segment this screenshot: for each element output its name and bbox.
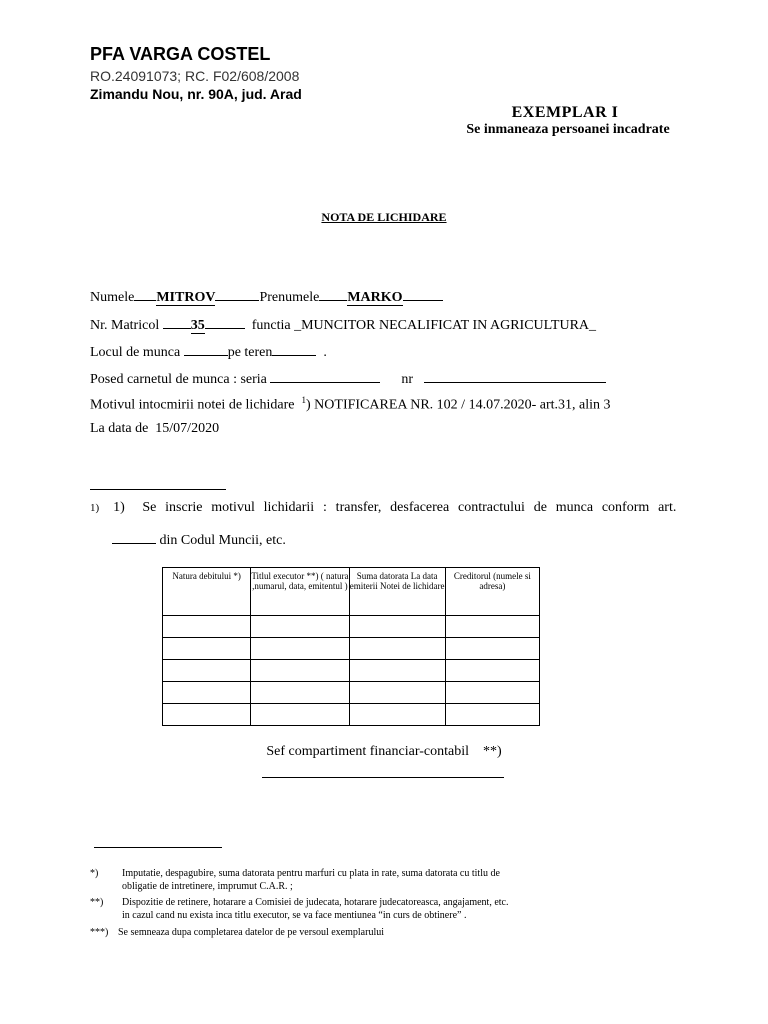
footnote-text-a: Se inscrie motivul lichidarii : transfer, desfacerea contractului de munca conform art. bbox=[142, 500, 677, 515]
nr-label: nr bbox=[401, 372, 414, 387]
table-cell bbox=[251, 638, 349, 660]
footnote-number: 1) bbox=[113, 500, 125, 515]
exemplar-label: EXEMPLAR I bbox=[511, 104, 619, 121]
locul-label: Locul de munca bbox=[90, 345, 181, 360]
table-cell bbox=[445, 638, 539, 660]
footnote-2-line1: Dispozitie de retinere, hotarare a Comisiei de judecata, hotarare judecatoreasca, angajament, etc. bbox=[122, 897, 509, 908]
table-cell bbox=[163, 704, 251, 726]
table-cell bbox=[445, 682, 539, 704]
motiv-label: Motivul intocmirii notei de lichidare bbox=[90, 397, 295, 413]
table-cell bbox=[349, 616, 445, 638]
footnote-1 bbox=[90, 867, 500, 893]
table-cell bbox=[445, 704, 539, 726]
table-cell bbox=[349, 682, 445, 704]
footnote-marker: 1) bbox=[90, 502, 100, 514]
table-cell bbox=[349, 704, 445, 726]
table-cell bbox=[251, 704, 349, 726]
col-creditor: Creditorul (numele si adresa) bbox=[445, 568, 539, 616]
table-row bbox=[163, 616, 540, 638]
footnote-main bbox=[90, 500, 676, 516]
footnote-separator bbox=[90, 489, 226, 490]
footnote-1-line1: Imputatie, despagubire, suma datorata pentru marfuri cu plata in rate, suma datorata cu titlu de bbox=[122, 868, 500, 879]
signature-line bbox=[262, 777, 504, 778]
col-titlul: Titlul executor **) ( natura ,numarul, data, emitentul ) bbox=[251, 568, 349, 616]
data-line bbox=[90, 421, 219, 437]
table-cell bbox=[251, 616, 349, 638]
table-cell bbox=[163, 660, 251, 682]
footnote-2 bbox=[90, 896, 508, 922]
table-cell bbox=[163, 638, 251, 660]
col-suma: Suma datorata La data emiterii Notei de lichidare bbox=[349, 568, 445, 616]
table-cell bbox=[163, 682, 251, 704]
company-registration: RO.24091073; RC. F02/608/2008 bbox=[90, 68, 300, 84]
table-row bbox=[163, 660, 540, 682]
data-label: La data de bbox=[90, 421, 149, 436]
nume-label: Numele bbox=[90, 290, 135, 305]
signature-mark: **) bbox=[482, 744, 502, 759]
footnote-text-b: din Codul Muncii, etc. bbox=[159, 533, 286, 548]
name-line bbox=[90, 286, 443, 306]
table-row bbox=[163, 682, 540, 704]
footnote-2-mark: **) bbox=[90, 897, 104, 908]
footnote-main-line2 bbox=[112, 529, 286, 549]
footnote-2-line2: in cazul cand nu exista inca titlu executor, se va face mentiunea “in curs de obtinere” . bbox=[122, 910, 467, 921]
table-cell bbox=[163, 616, 251, 638]
pe-teren-label: pe teren bbox=[227, 345, 273, 360]
table-cell bbox=[445, 660, 539, 682]
matricol-label: Nr. Matricol bbox=[90, 318, 160, 333]
carnet-line bbox=[90, 368, 606, 388]
matricol-value: 35 bbox=[190, 318, 205, 333]
motiv-line bbox=[90, 395, 611, 414]
motiv-value: ) NOTIFICAREA NR. 102 / 14.07.2020- art.31, alin 3 bbox=[306, 397, 611, 413]
document-title: NOTA DE LICHIDARE bbox=[321, 210, 447, 224]
matricol-line bbox=[90, 314, 596, 334]
carnet-label: Posed carnetul de munca : seria bbox=[90, 372, 267, 387]
signature-block bbox=[0, 744, 768, 760]
data-value: 15/07/2020 bbox=[155, 421, 220, 436]
nume-value: MITROV bbox=[156, 290, 216, 305]
table-cell bbox=[349, 638, 445, 660]
footnote-3 bbox=[90, 926, 384, 939]
table-row bbox=[163, 638, 540, 660]
table-cell bbox=[251, 682, 349, 704]
debt-table bbox=[162, 567, 540, 726]
col-natura: Natura debitului *) bbox=[163, 568, 251, 616]
footnote-1-line2: obligatie de intretinere, imprumut C.A.R. ; bbox=[122, 881, 293, 892]
exemplar-note: Se inmaneaza persoanei incadrate bbox=[466, 122, 670, 137]
period: . bbox=[323, 345, 327, 360]
functia-label: functia _MUNCITOR NECALIFICAT IN AGRICULTURA_ bbox=[251, 318, 597, 333]
footnote-1-mark: *) bbox=[90, 868, 99, 879]
prenume-label: Prenumele bbox=[259, 290, 320, 305]
table-cell bbox=[251, 660, 349, 682]
prenume-value: MARKO bbox=[347, 290, 403, 305]
table-row bbox=[163, 704, 540, 726]
locul-line bbox=[90, 341, 327, 361]
company-name: PFA VARGA COSTEL bbox=[90, 44, 271, 64]
footnote-3-line1: Se semneaza dupa completarea datelor de pe versoul exemplarului bbox=[118, 927, 384, 938]
footnotes-separator bbox=[94, 847, 222, 848]
footnote-3-mark: ***) bbox=[90, 927, 109, 938]
motiv-footnote-ref: 1 bbox=[301, 395, 307, 405]
table-cell bbox=[445, 616, 539, 638]
table-cell bbox=[349, 660, 445, 682]
company-address: Zimandu Nou, nr. 90A, jud. Arad bbox=[90, 86, 302, 102]
signature-label: Sef compartiment financiar-contabil bbox=[266, 744, 469, 759]
